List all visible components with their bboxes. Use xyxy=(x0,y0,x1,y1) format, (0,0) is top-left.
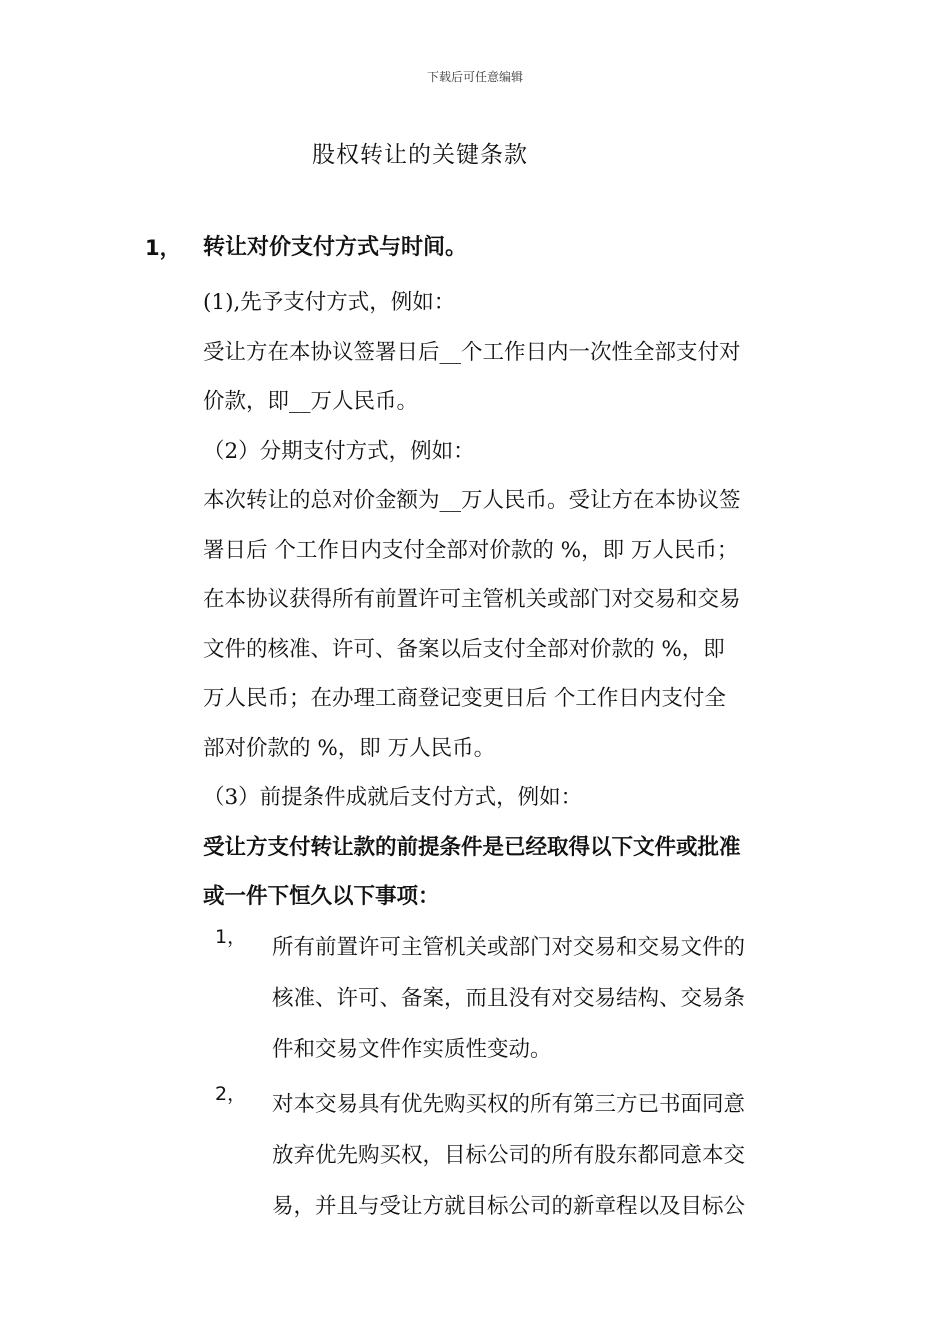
condition-line: 所有前置许可主管机关或部门对交易和交易文件的 xyxy=(272,934,746,960)
condition-line: 放弃优先购买权，目标公司的所有股东都同意本交 xyxy=(272,1142,746,1168)
document-title: 股权转让的关键条款 xyxy=(312,142,528,168)
bold-paragraph-line: 或一件下恒久以下事项： xyxy=(203,884,440,909)
condition-line: 对本交易具有优先购买权的所有第三方已书面同意 xyxy=(272,1091,746,1117)
section-number: 1， xyxy=(145,236,181,260)
condition-item xyxy=(203,922,818,1075)
paragraph-line: 在本协议获得所有前置许可主管机关或部门对交易和交易 xyxy=(203,587,741,612)
condition-line: 核准、许可、备案，而且没有对交易结构、交易条 xyxy=(272,985,746,1011)
paragraph-line: 部对价款的 %，即 万人民币。 xyxy=(203,735,496,761)
condition-line: 易，并且与受让方就目标公司的新章程以及目标公 xyxy=(272,1193,746,1219)
paragraph-line: 文件的核准、许可、备案以后支付全部对价款的 %，即 xyxy=(203,636,725,662)
paragraph-line: 价款，即__万人民币。 xyxy=(203,389,419,414)
paragraph-line: (1),先予支付方式，例如： xyxy=(203,290,456,315)
bold-paragraph-line: 受让方支付转让款的前提条件是已经取得以下文件或批准 xyxy=(203,834,741,860)
paragraph-line: （2）分期支付方式，例如： xyxy=(203,438,475,464)
section-body xyxy=(203,278,818,1232)
condition-number: 2， xyxy=(215,1082,247,1105)
paragraph-line: 受让方在本协议签署日后__个工作日内一次性全部支付对 xyxy=(203,339,741,365)
condition-line: 件和交易文件作实质性变动。 xyxy=(272,1036,552,1062)
condition-number: 1， xyxy=(215,925,247,948)
paragraph-line: 万人民币；在办理工商登记变更日后 个工作日内支付全 xyxy=(203,686,726,711)
condition-item xyxy=(203,1079,818,1232)
paragraph-line: 本次转让的总对价金额为__万人民币。受让方在本协议签 xyxy=(203,488,741,513)
header-note: 下载后可任意编辑 xyxy=(426,70,523,84)
section-heading: 转让对价支付方式与时间。 xyxy=(203,234,468,260)
paragraph-line: （3）前提条件成就后支付方式，例如： xyxy=(203,785,583,810)
paragraph-line: 署日后 个工作日内支付全部对价款的 %，即 万人民币； xyxy=(203,537,739,563)
